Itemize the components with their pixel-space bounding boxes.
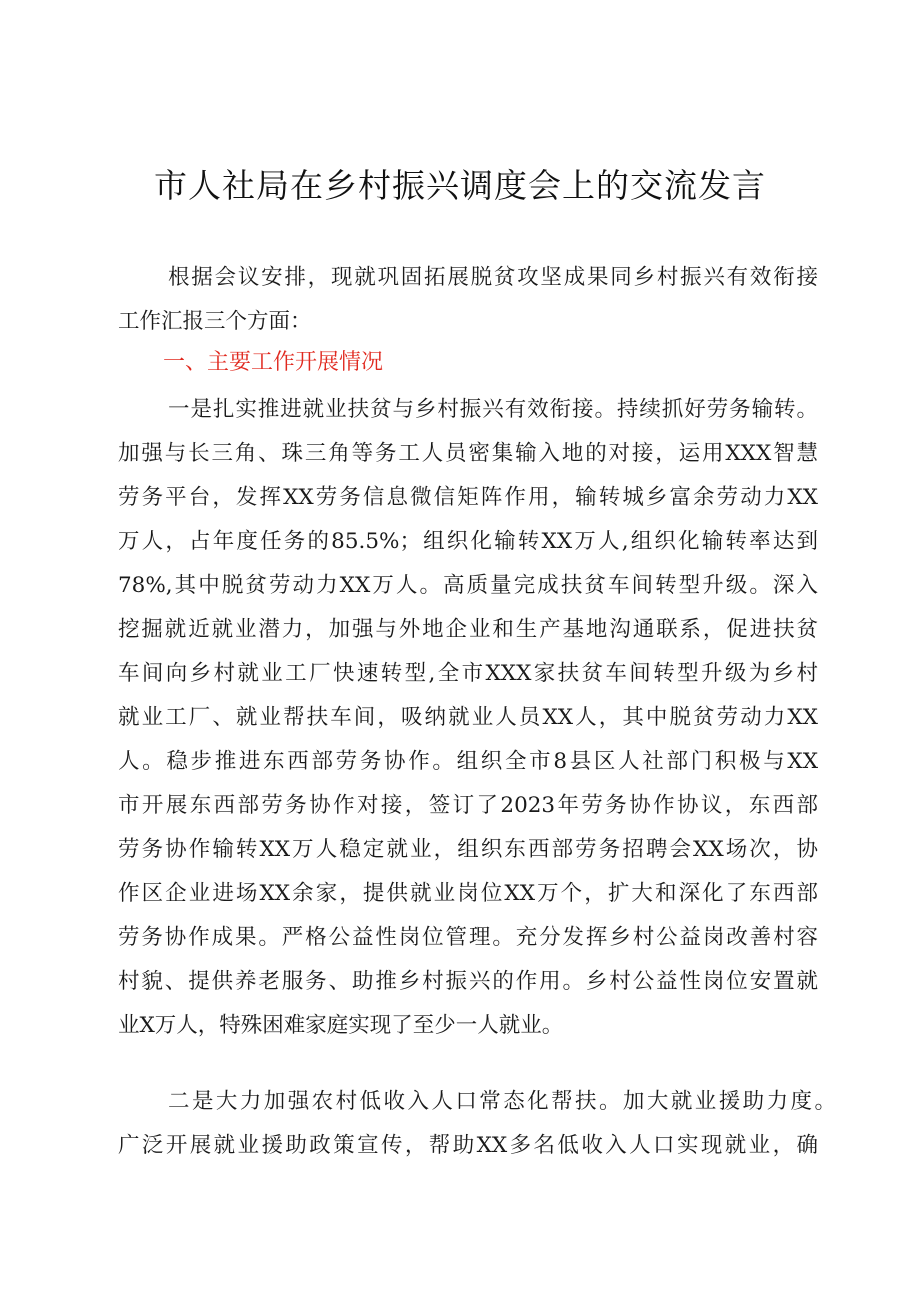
- paragraph-1-line: 加强与长三角、珠三角等务工人员密集输入地的对接，运用XXX智慧: [118, 441, 818, 466]
- paragraph-1-line: 78%,其中脱贫劳动力XX万人。高质量完成扶贫车间转型升级。深入: [118, 573, 818, 598]
- paragraph-1-line: 一是扎实推进就业扶贫与乡村振兴有效衔接。持续抓好劳务输转。: [168, 397, 818, 422]
- paragraph-1-line: 劳务平台，发挥XX劳务信息微信矩阵作用，输转城乡富余劳动力XX: [118, 485, 818, 510]
- paragraph-1-line: 市开展东西部劳务协作对接，签订了2023年劳务协作协议，东西部: [118, 793, 818, 818]
- paragraph-1-line: 就业工厂、就业帮扶车间，吸纳就业人员XX人，其中脱贫劳动力XX: [118, 705, 818, 730]
- paragraph-1-line: 村貌、提供养老服务、助推乡村振兴的作用。乡村公益性岗位安置就: [118, 969, 818, 994]
- paragraph-1-line: 人。稳步推进东西部劳务协作。组织全市8县区人社部门积极与XX: [118, 749, 818, 774]
- paragraph-1-line: 业X万人，特殊困难家庭实现了至少一人就业。: [118, 1013, 564, 1038]
- intro-line-1: 根据会议安排，现就巩固拓展脱贫攻坚成果同乡村振兴有效衔接: [168, 265, 818, 290]
- paragraph-1-line: 劳务协作输转XX万人稳定就业，组织东西部劳务招聘会XX场次，协: [118, 837, 818, 862]
- paragraph-1-line: 挖掘就近就业潜力，加强与外地企业和生产基地沟通联系，促进扶贫: [118, 617, 818, 642]
- document-title: 市人社局在乡村振兴调度会上的交流发言: [154, 166, 766, 205]
- paragraph-1-line: 劳务协作成果。严格公益性岗位管理。充分发挥乡村公益岗改善村容: [118, 925, 818, 950]
- section-heading: 一、主要工作开展情况: [163, 350, 384, 375]
- paragraph-2-line: 二是大力加强农村低收入人口常态化帮扶。加大就业援助力度。: [168, 1089, 836, 1114]
- paragraph-2-line: 广泛开展就业援助政策宣传，帮助XX多名低收入人口实现就业，确: [118, 1133, 818, 1158]
- paragraph-1-line: 车间向乡村就业工厂快速转型,全市XXX家扶贫车间转型升级为乡村: [118, 661, 818, 686]
- intro-line-2: 工作汇报三个方面：: [118, 309, 312, 334]
- paragraph-1-line: 作区企业进场XX余家，提供就业岗位XX万个，扩大和深化了东西部: [118, 881, 818, 906]
- paragraph-1-line: 万人，占年度任务的85.5%；组织化输转XX万人,组织化输转率达到: [118, 529, 818, 554]
